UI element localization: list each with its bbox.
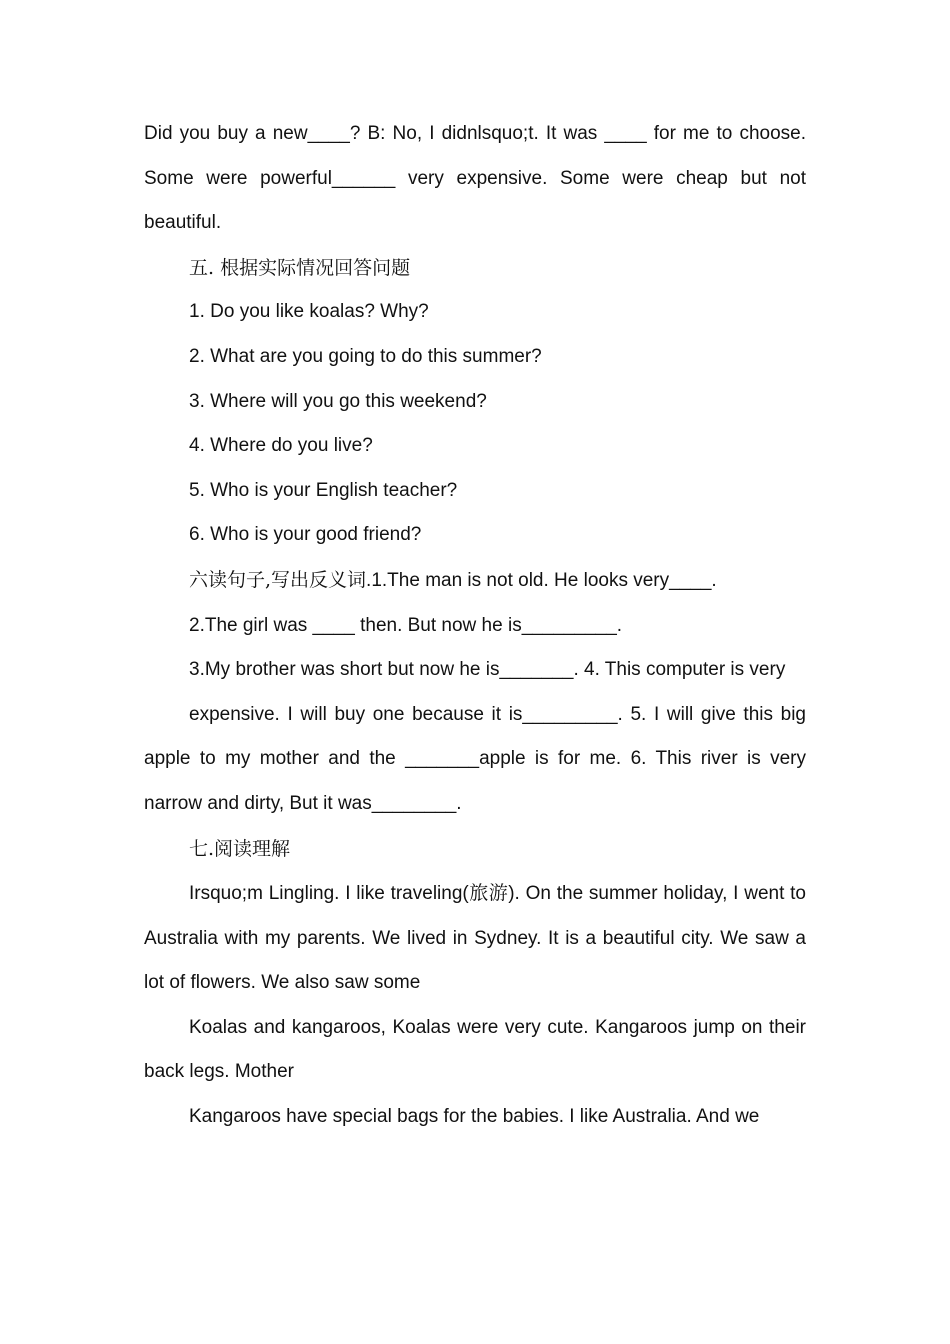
question-4: 4. Where do you live? (189, 435, 373, 457)
section-6-line-1 (144, 558, 806, 604)
question-5: 5. Who is your English teacher? (189, 479, 458, 501)
section-6-heading: 六读句子,写出反义词 (189, 568, 367, 591)
reading-paragraph-1-chinese: 旅游 (468, 882, 509, 905)
question-1: 1. Do you like koalas? Why? (189, 301, 429, 323)
section-6-line-4: expensive. I will buy one because it is_________. 5. I will give this big apple to my mother and the _______apple is for me. 6. This river is very narrow and dirty, But it was________. (144, 703, 806, 814)
section-6-sentence-1: .1.The man is not old. He looks very____. (366, 569, 717, 591)
question-3: 3. Where will you go this weekend? (189, 390, 487, 412)
intro-paragraph: Did you buy a new____? B: No, I didnlsquo;t. It was ____ for me to choose. Some were powerful______ very expensive. Some were cheap but not beautiful. (144, 123, 806, 234)
section-5-heading: 五. 根据实际情况回答问题 (189, 256, 411, 279)
section-7-heading: 七.阅读理解 (189, 837, 291, 860)
document-page (144, 112, 806, 1140)
question-6: 6. Who is your good friend? (189, 524, 422, 546)
section-6-line-3: 3.My brother was short but now he is_______. 4. This computer is very (189, 659, 786, 681)
reading-paragraph-1-part-b: ). On the summer holiday, I went to Australia with my parents. We lived in Sydney. It is a beautiful city. We saw a lot of flowers. We also saw some (144, 883, 806, 994)
reading-paragraph-1-part-a: Irsquo;m Lingling. I like traveling( (189, 883, 469, 905)
question-2: 2. What are you going to do this summer? (189, 345, 542, 367)
reading-paragraph-1 (144, 871, 806, 1006)
reading-paragraph-3: Kangaroos have special bags for the babies. I like Australia. And we (189, 1106, 760, 1128)
section-6-line-2: 2.The girl was ____ then. But now he is_________. (189, 614, 623, 636)
reading-paragraph-2: Koalas and kangaroos, Koalas were very cute. Kangaroos jump on their back legs. Mother (144, 1016, 806, 1083)
